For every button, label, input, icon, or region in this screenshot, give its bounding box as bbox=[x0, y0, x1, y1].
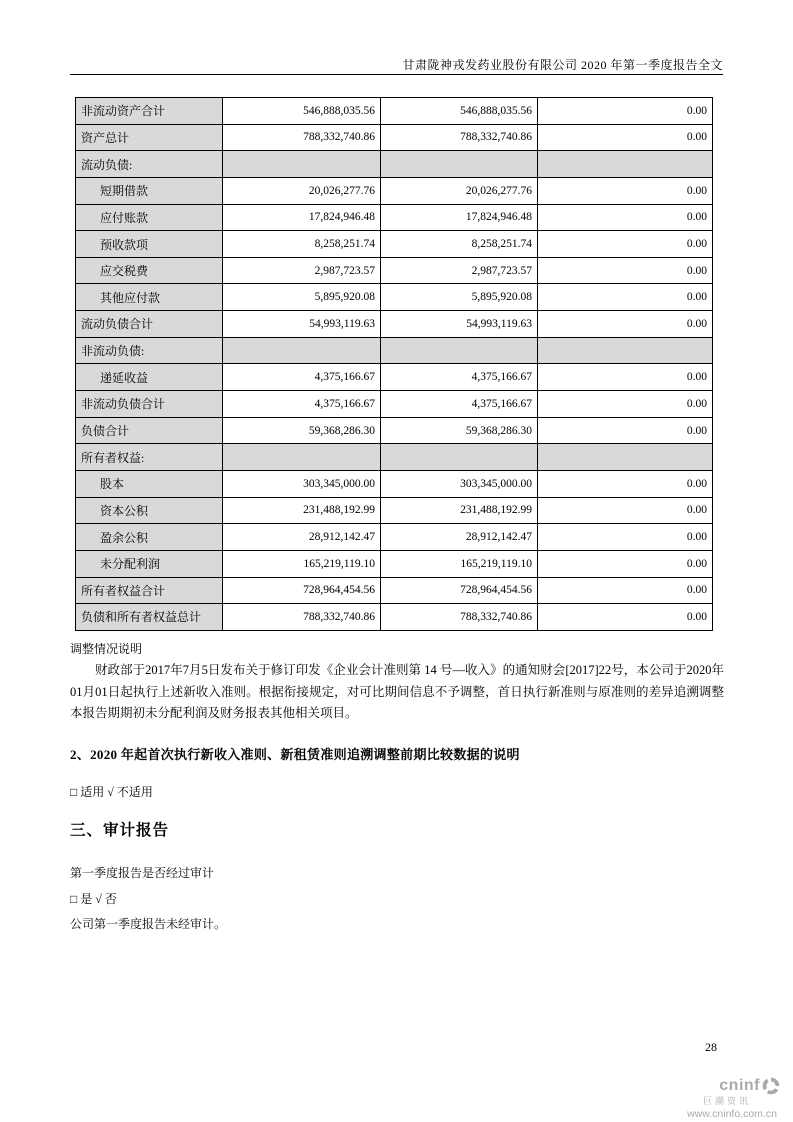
row-label: 所有者权益合计 bbox=[76, 577, 223, 604]
table-row bbox=[76, 311, 713, 338]
row-value: 8,258,251.74 bbox=[223, 231, 381, 258]
row-value: 0.00 bbox=[538, 604, 713, 631]
header-divider bbox=[70, 74, 723, 75]
row-value: 20,026,277.76 bbox=[223, 177, 381, 204]
row-value bbox=[223, 151, 381, 178]
row-label: 其他应付款 bbox=[76, 284, 223, 311]
adjustment-note-body: 财政部于2017年7月5日发布关于修订印发《企业会计准则第 14 号—收入》的通知财会[2017]22号，本公司于2020年01月01日起执行上述新收入准则。根据衔接规定，对可比期间信息不予调整，首日执行新准则与原准则的差异追溯调整本报告期期初未分配利润及财务报表其他相关项目。 bbox=[70, 663, 724, 720]
row-value: 0.00 bbox=[538, 124, 713, 151]
row-value: 728,964,454.56 bbox=[381, 577, 538, 604]
row-label: 股本 bbox=[76, 470, 223, 497]
table-row bbox=[76, 98, 713, 125]
row-value bbox=[538, 444, 713, 471]
row-value: 2,987,723.57 bbox=[223, 257, 381, 284]
table-row bbox=[76, 231, 713, 258]
row-value: 8,258,251.74 bbox=[381, 231, 538, 258]
row-value: 0.00 bbox=[538, 550, 713, 577]
cninfo-logo-subtext: 巨潮资讯 bbox=[702, 1096, 751, 1106]
cninfo-logo-text: cninf bbox=[719, 1077, 760, 1095]
row-value: 28,912,142.47 bbox=[223, 524, 381, 551]
row-label: 所有者权益: bbox=[76, 444, 223, 471]
table-row bbox=[76, 470, 713, 497]
balance-sheet-table bbox=[75, 97, 713, 631]
row-value: 546,888,035.56 bbox=[223, 98, 381, 125]
row-value: 788,332,740.86 bbox=[223, 124, 381, 151]
row-value: 54,993,119.63 bbox=[381, 311, 538, 338]
row-value: 231,488,192.99 bbox=[223, 497, 381, 524]
row-value: 788,332,740.86 bbox=[381, 124, 538, 151]
table-row bbox=[76, 257, 713, 284]
row-value: 17,824,946.48 bbox=[381, 204, 538, 231]
page-header-title: 甘肃陇神戎发药业股份有限公司 2020 年第一季度报告全文 bbox=[402, 58, 723, 72]
row-label: 非流动负债: bbox=[76, 337, 223, 364]
row-label: 资本公积 bbox=[76, 497, 223, 524]
row-label: 预收款项 bbox=[76, 231, 223, 258]
row-value: 0.00 bbox=[538, 524, 713, 551]
row-value: 231,488,192.99 bbox=[381, 497, 538, 524]
audit-answer: □ 是 √ 否 bbox=[70, 892, 117, 906]
row-value: 0.00 bbox=[538, 577, 713, 604]
row-value: 728,964,454.56 bbox=[223, 577, 381, 604]
row-value: 0.00 bbox=[538, 417, 713, 444]
table-row bbox=[76, 391, 713, 418]
table-row bbox=[76, 444, 713, 471]
row-value: 28,912,142.47 bbox=[381, 524, 538, 551]
row-value: 546,888,035.56 bbox=[381, 98, 538, 125]
row-value bbox=[381, 151, 538, 178]
balance-table-body bbox=[76, 98, 713, 631]
row-value: 4,375,166.67 bbox=[381, 391, 538, 418]
row-value: 165,219,119.10 bbox=[223, 550, 381, 577]
row-label: 流动负债: bbox=[76, 151, 223, 178]
row-value: 2,987,723.57 bbox=[381, 257, 538, 284]
table-row bbox=[76, 364, 713, 391]
row-value: 0.00 bbox=[538, 391, 713, 418]
row-value: 0.00 bbox=[538, 177, 713, 204]
row-value: 0.00 bbox=[538, 364, 713, 391]
table-row bbox=[76, 337, 713, 364]
row-value bbox=[223, 444, 381, 471]
row-value: 5,895,920.08 bbox=[381, 284, 538, 311]
table-row bbox=[76, 524, 713, 551]
row-value: 0.00 bbox=[538, 497, 713, 524]
row-value: 5,895,920.08 bbox=[223, 284, 381, 311]
section2-heading: 2、2020 年起首次执行新收入准则、新租赁准则追溯调整前期比较数据的说明 bbox=[70, 747, 520, 762]
row-label: 应付账款 bbox=[76, 204, 223, 231]
page-number: 28 bbox=[705, 1040, 717, 1054]
row-label: 盈余公积 bbox=[76, 524, 223, 551]
row-value: 0.00 bbox=[538, 98, 713, 125]
table-row bbox=[76, 204, 713, 231]
row-label: 负债合计 bbox=[76, 417, 223, 444]
row-label: 流动负债合计 bbox=[76, 311, 223, 338]
audit-question: 第一季度报告是否经过审计 bbox=[70, 866, 215, 880]
row-value: 0.00 bbox=[538, 311, 713, 338]
table-row bbox=[76, 177, 713, 204]
row-value: 59,368,286.30 bbox=[223, 417, 381, 444]
row-label: 递延收益 bbox=[76, 364, 223, 391]
row-value: 4,375,166.67 bbox=[381, 364, 538, 391]
row-label: 短期借款 bbox=[76, 177, 223, 204]
row-value: 54,993,119.63 bbox=[223, 311, 381, 338]
row-label: 非流动负债合计 bbox=[76, 391, 223, 418]
table-row bbox=[76, 550, 713, 577]
row-value: 0.00 bbox=[538, 204, 713, 231]
table-row bbox=[76, 284, 713, 311]
cninfo-logo bbox=[677, 1076, 787, 1120]
row-label: 应交税费 bbox=[76, 257, 223, 284]
adjustment-note-title: 调整情况说明 bbox=[70, 642, 143, 656]
section3-heading: 三、审计报告 bbox=[70, 822, 170, 839]
row-value: 20,026,277.76 bbox=[381, 177, 538, 204]
table-row bbox=[76, 417, 713, 444]
row-value: 788,332,740.86 bbox=[223, 604, 381, 631]
row-value: 0.00 bbox=[538, 257, 713, 284]
audit-statement: 公司第一季度报告未经审计。 bbox=[70, 917, 227, 931]
row-label: 非流动资产合计 bbox=[76, 98, 223, 125]
row-value: 0.00 bbox=[538, 231, 713, 258]
row-value bbox=[223, 337, 381, 364]
row-value: 303,345,000.00 bbox=[223, 470, 381, 497]
row-value: 4,375,166.67 bbox=[223, 364, 381, 391]
row-value bbox=[538, 337, 713, 364]
row-value: 4,375,166.67 bbox=[223, 391, 381, 418]
row-label: 未分配利润 bbox=[76, 550, 223, 577]
cninfo-logo-url: www.cninfo.com.cn bbox=[687, 1107, 777, 1120]
row-value bbox=[381, 337, 538, 364]
row-value bbox=[381, 444, 538, 471]
table-row bbox=[76, 604, 713, 631]
row-value: 0.00 bbox=[538, 470, 713, 497]
row-value bbox=[538, 151, 713, 178]
row-value: 0.00 bbox=[538, 284, 713, 311]
applicability-line: □ 适用 √ 不适用 bbox=[70, 785, 153, 799]
row-label: 资产总计 bbox=[76, 124, 223, 151]
row-label: 负债和所有者权益总计 bbox=[76, 604, 223, 631]
table-row bbox=[76, 124, 713, 151]
table-row bbox=[76, 497, 713, 524]
table-row bbox=[76, 151, 713, 178]
row-value: 165,219,119.10 bbox=[381, 550, 538, 577]
row-value: 303,345,000.00 bbox=[381, 470, 538, 497]
cninfo-swirl-icon bbox=[761, 1076, 781, 1096]
table-row bbox=[76, 577, 713, 604]
row-value: 17,824,946.48 bbox=[223, 204, 381, 231]
cninfo-logo-row bbox=[677, 1076, 787, 1096]
row-value: 59,368,286.30 bbox=[381, 417, 538, 444]
row-value: 788,332,740.86 bbox=[381, 604, 538, 631]
